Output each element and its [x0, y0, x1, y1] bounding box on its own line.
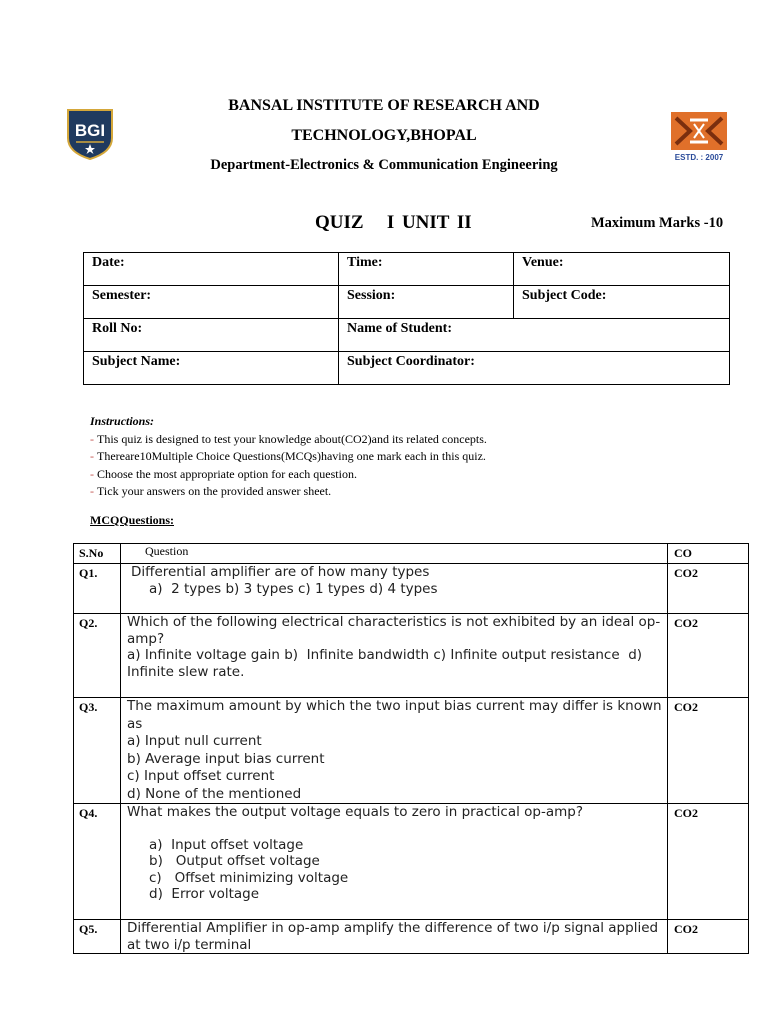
question-text: What makes the output voltage equals to zero in practical op-amp?	[127, 804, 584, 820]
option[interactable]: a) Input null current	[127, 733, 262, 749]
column-header-question: Question	[121, 544, 668, 564]
list-item: - Choose the most appropriate option for each question.	[90, 466, 357, 481]
session-field[interactable]: Session:	[339, 286, 514, 319]
question-number: Q5.	[74, 920, 121, 954]
time-field[interactable]: Time:	[339, 253, 514, 286]
question-text: Which of the following electrical characteristics is not exhibited by an ideal op-amp?	[127, 614, 661, 647]
option[interactable]: d) Error voltage	[149, 886, 260, 902]
maximum-marks: Maximum Marks -10	[591, 215, 724, 231]
table-row	[84, 352, 730, 385]
table-row	[74, 804, 749, 920]
table-row	[84, 253, 730, 286]
course-outcome: CO2	[668, 804, 749, 920]
option[interactable]: a) Input offset voltage	[149, 836, 304, 853]
column-header-sno: S.No	[74, 544, 121, 564]
question-cell	[121, 614, 668, 698]
list-item: - Tick your answers on the provided answer sheet.	[90, 484, 332, 498]
table-row	[74, 564, 749, 614]
question-number: Q1.	[74, 564, 121, 614]
roll-no-field[interactable]: Roll No:	[84, 319, 339, 352]
course-outcome: CO2	[668, 564, 749, 614]
dash-bullet-icon: -	[90, 431, 94, 446]
dash-bullet-icon: -	[90, 466, 94, 481]
option[interactable]: d) None of the mentioned	[127, 785, 302, 802]
course-outcome: CO2	[668, 698, 749, 804]
dash-bullet-icon: -	[90, 484, 94, 498]
question-number: Q2.	[74, 614, 121, 698]
instructions-block	[90, 413, 487, 501]
question-text: The maximum amount by which the two input bias current may differ is known as	[127, 698, 662, 732]
subject-coordinator-field[interactable]: Subject Coordinator:	[339, 352, 730, 385]
course-outcome: CO2	[668, 614, 749, 698]
list-item: - Thereare10Multiple Choice Questions(MCQs)having one mark each in this quiz.	[90, 449, 486, 463]
mcq-heading: MCQQuestions:	[90, 513, 174, 527]
venue-field[interactable]: Venue:	[514, 253, 730, 286]
student-info-table	[83, 252, 730, 385]
mcq-table	[73, 543, 749, 954]
semester-field[interactable]: Semester:	[84, 286, 339, 319]
subject-code-field[interactable]: Subject Code:	[514, 286, 730, 319]
date-field[interactable]: Date:	[84, 253, 339, 286]
dash-bullet-icon: -	[90, 449, 94, 463]
bansal-estd-text: ESTD. : 2007	[674, 153, 724, 162]
table-header-row	[74, 544, 749, 564]
instructions-title: Instructions:	[90, 414, 155, 428]
subject-name-field[interactable]: Subject Name:	[84, 352, 339, 385]
student-name-field[interactable]: Name of Student:	[339, 319, 730, 352]
table-row	[74, 698, 749, 804]
question-number: Q3.	[74, 698, 121, 804]
table-row	[84, 286, 730, 319]
question-cell	[121, 564, 668, 614]
institute-name-line2: TECHNOLOGY,BHOPAL	[291, 127, 477, 144]
option[interactable]: b) Output offset voltage	[149, 853, 320, 869]
institute-name-line1: BANSAL INSTITUTE OF RESEARCH AND	[228, 97, 540, 114]
quiz-title: QUIZ I UNIT II	[315, 212, 472, 233]
column-header-co: CO	[668, 544, 749, 564]
bgi-logo-text: BGI	[74, 121, 106, 140]
option[interactable]: a) Infinite voltage gain b) Infinite bandwidth c) Infinite output resistance d) Infinite slew rate.	[127, 647, 647, 680]
option[interactable]: a) 2 types b) 3 types c) 1 types d) 4 types	[149, 580, 438, 597]
question-cell	[121, 698, 668, 804]
question-text: Differential amplifier are of how many types	[131, 564, 430, 580]
option[interactable]: c) Offset minimizing voltage	[149, 869, 349, 886]
course-outcome: CO2	[668, 920, 749, 954]
question-text: Differential Amplifier in op-amp amplify the difference of two i/p signal applied at two i/p terminal	[127, 920, 659, 953]
option[interactable]: b) Average input bias current	[127, 750, 325, 767]
table-row	[74, 614, 749, 698]
question-cell	[121, 804, 668, 920]
list-item: - This quiz is designed to test your knowledge about(CO2)and its related concepts.	[90, 431, 487, 446]
question-number: Q4.	[74, 804, 121, 920]
option[interactable]: c) Input offset current	[127, 768, 275, 784]
table-row	[74, 920, 749, 954]
department-name: Department-Electronics & Communication Engineering	[210, 157, 558, 173]
table-row	[84, 319, 730, 352]
question-cell	[121, 920, 668, 954]
